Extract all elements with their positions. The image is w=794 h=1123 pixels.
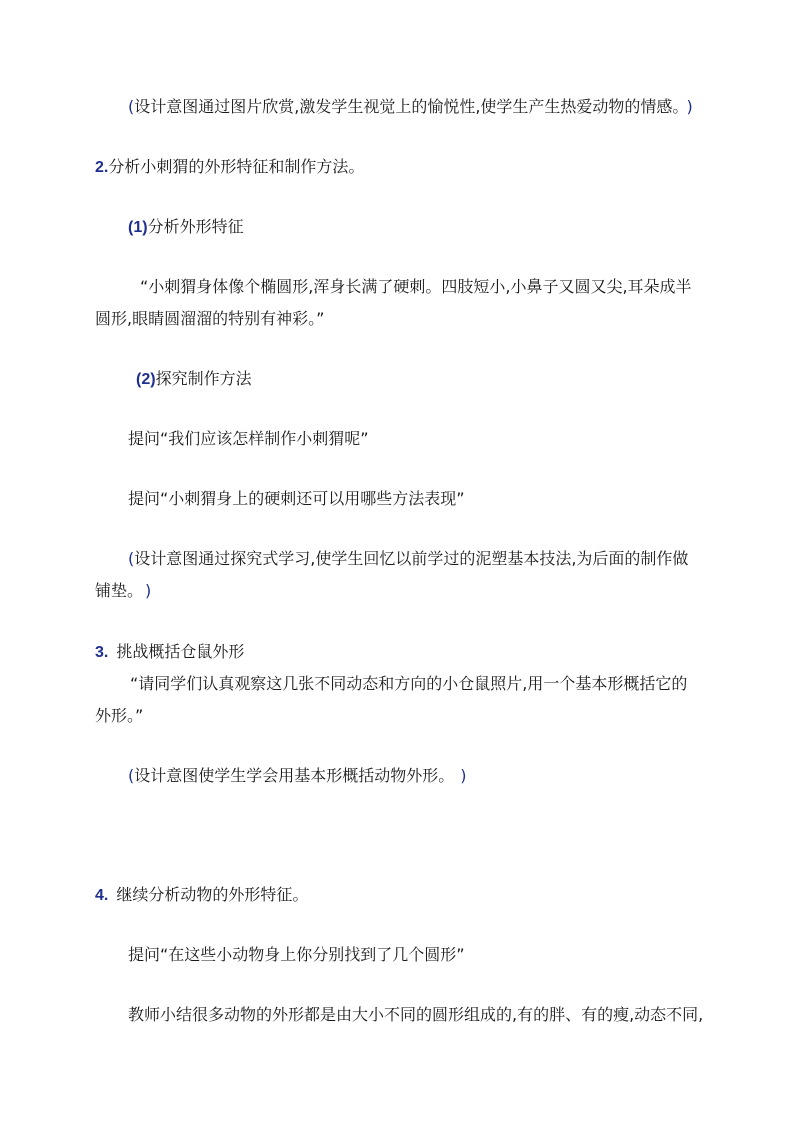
section-title: 分析小刺猬的外形特征和制作方法。 (108, 157, 365, 176)
subsection-title: 探究制作方法 (155, 369, 252, 388)
section-title: 挑战概括仓鼠外形 (116, 642, 245, 661)
subsection-number: (1) (128, 219, 148, 236)
question-3: 提问“在这些小动物身上你分别找到了几个圆形” (128, 945, 465, 964)
close-paren: ) (145, 581, 152, 600)
subsection-number: (2) (136, 371, 156, 388)
design-intent-text: 设计意图使学生学会用基本形概括动物外形。 (134, 766, 447, 785)
section-title: 继续分析动物的外形特征。 (116, 885, 309, 904)
quote-2-line-1: “请同学们认真观察这几张不同动态和方向的小仓鼠照片,用一个基本形概括它的 (130, 674, 688, 693)
quote-2-line-2: 外形。” (95, 706, 144, 725)
close-paren: ) (686, 97, 693, 116)
section-heading-4 (95, 885, 308, 906)
section-number: 4. (95, 887, 109, 904)
subsection-title: 分析外形特征 (147, 217, 244, 236)
subsection-heading-1 (128, 217, 244, 238)
design-intent-text: 铺垫。 (95, 581, 136, 600)
section-number: 2. (95, 159, 109, 176)
section-heading-2 (95, 157, 364, 178)
question-1: 提问“我们应该怎样制作小刺猬呢” (128, 429, 369, 448)
design-intent-text: 设计意图通过图片欣赏,激发学生视觉上的愉悦性,使学生产生热爱动物的情感。 (134, 97, 681, 116)
quote-line-1: “小刺猬身体像个椭圆形,浑身长满了硬刺。四肢短小,小鼻子又圆又尖,耳朵成半 (140, 277, 692, 296)
section-number: 3. (95, 644, 109, 661)
question-2: 提问“小刺猬身上的硬刺还可以用哪些方法表现” (128, 489, 465, 508)
teacher-summary: 教师小结很多动物的外形都是由大小不同的圆形组成的,有的胖、有的瘦,动态不同, (128, 1005, 704, 1024)
quote-line-2: 圆形,眼睛圆溜溜的特别有神彩。” (95, 309, 325, 328)
design-intent-paragraph-2-line-2 (95, 581, 151, 601)
open-paren: ( (128, 766, 135, 785)
design-intent-text: 设计意图通过探究式学习,使学生回忆以前学过的泥塑基本技法,为后面的制作做 (134, 549, 689, 568)
close-paren: ) (460, 766, 467, 785)
open-paren: ( (128, 549, 135, 568)
section-heading-3 (95, 642, 244, 663)
design-intent-paragraph-1 (128, 97, 693, 117)
subsection-heading-2 (136, 369, 252, 390)
design-intent-paragraph-2-line-1 (128, 549, 688, 569)
design-intent-paragraph-3 (128, 766, 467, 786)
open-paren: ( (128, 97, 135, 116)
